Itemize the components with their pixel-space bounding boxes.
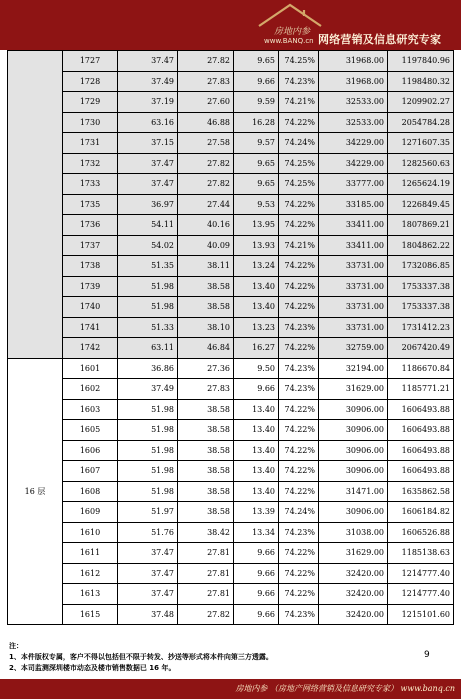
header-url[interactable]: www.BANQ.cn: [264, 37, 314, 45]
value-cell: 16.27: [234, 338, 279, 359]
unit-number-cell: 1742: [63, 338, 118, 359]
value-cell: 38.10: [178, 317, 234, 338]
unit-number-cell: 1601: [63, 358, 118, 379]
value-cell: 1606493.88: [388, 399, 454, 420]
value-cell: 27.82: [178, 51, 234, 72]
unit-number-cell: 1602: [63, 379, 118, 400]
value-cell: 74.22%: [279, 276, 319, 297]
table-row: [8, 399, 454, 420]
value-cell: 74.22%: [279, 461, 319, 482]
value-cell: 1214777.40: [388, 584, 454, 605]
value-cell: 9.66: [234, 379, 279, 400]
value-cell: 1606526.88: [388, 522, 454, 543]
value-cell: 74.22%: [279, 297, 319, 318]
value-cell: 34229.00: [319, 153, 388, 174]
floor-cell: [8, 51, 63, 359]
unit-number-cell: 1605: [63, 420, 118, 441]
value-cell: 37.49: [118, 71, 178, 92]
value-cell: 51.98: [118, 440, 178, 461]
value-cell: 51.35: [118, 256, 178, 277]
table-row: [8, 379, 454, 400]
value-cell: 37.48: [118, 604, 178, 625]
table-row: [8, 317, 454, 338]
value-cell: 51.98: [118, 420, 178, 441]
table-row: [8, 584, 454, 605]
value-cell: 27.82: [178, 604, 234, 625]
value-cell: 74.24%: [279, 502, 319, 523]
value-cell: 74.22%: [279, 481, 319, 502]
value-cell: 1732086.85: [388, 256, 454, 277]
value-cell: 74.22%: [279, 338, 319, 359]
value-cell: 1215101.60: [388, 604, 454, 625]
unit-number-cell: 1739: [63, 276, 118, 297]
value-cell: 32759.00: [319, 338, 388, 359]
value-cell: 1635862.58: [388, 481, 454, 502]
value-cell: 40.16: [178, 215, 234, 236]
value-cell: 38.58: [178, 276, 234, 297]
table-row: [8, 71, 454, 92]
value-cell: 74.25%: [279, 51, 319, 72]
value-cell: 31471.00: [319, 481, 388, 502]
unit-number-cell: 1741: [63, 317, 118, 338]
value-cell: 74.23%: [279, 522, 319, 543]
value-cell: 74.22%: [279, 399, 319, 420]
value-cell: 54.11: [118, 215, 178, 236]
value-cell: 51.98: [118, 399, 178, 420]
value-cell: 1185138.63: [388, 543, 454, 564]
header-brand: 房地内参: [274, 27, 311, 37]
value-cell: 74.22%: [279, 194, 319, 215]
table-row: [8, 522, 454, 543]
value-cell: 9.65: [234, 174, 279, 195]
value-cell: 38.58: [178, 502, 234, 523]
table-row: [8, 481, 454, 502]
table-row: [8, 153, 454, 174]
value-cell: 13.39: [234, 502, 279, 523]
table-row: [8, 112, 454, 133]
value-cell: 54.02: [118, 235, 178, 256]
value-cell: 74.23%: [279, 317, 319, 338]
unit-number-cell: 1612: [63, 563, 118, 584]
value-cell: 32420.00: [319, 563, 388, 584]
value-cell: 1271607.35: [388, 133, 454, 154]
value-cell: 74.24%: [279, 133, 319, 154]
table-row: [8, 194, 454, 215]
table-row: [8, 358, 454, 379]
value-cell: 27.81: [178, 584, 234, 605]
unit-number-cell: 1737: [63, 235, 118, 256]
value-cell: 32420.00: [319, 604, 388, 625]
value-cell: 38.58: [178, 399, 234, 420]
value-cell: 30906.00: [319, 399, 388, 420]
value-cell: 33185.00: [319, 194, 388, 215]
value-cell: 9.50: [234, 358, 279, 379]
value-cell: 9.65: [234, 153, 279, 174]
value-cell: 30906.00: [319, 440, 388, 461]
unit-number-cell: 1613: [63, 584, 118, 605]
value-cell: 51.98: [118, 481, 178, 502]
value-cell: 9.66: [234, 71, 279, 92]
unit-number-cell: 1609: [63, 502, 118, 523]
value-cell: 1226849.45: [388, 194, 454, 215]
value-cell: 1606184.82: [388, 502, 454, 523]
table-row: [8, 235, 454, 256]
value-cell: 33731.00: [319, 297, 388, 318]
value-cell: 1606493.88: [388, 420, 454, 441]
table-row: [8, 215, 454, 236]
value-cell: 9.57: [234, 133, 279, 154]
table-row: [8, 563, 454, 584]
value-cell: 74.22%: [279, 563, 319, 584]
floor-cell: 16 层: [8, 358, 63, 625]
value-cell: 63.16: [118, 112, 178, 133]
value-cell: 33731.00: [319, 256, 388, 277]
value-cell: 37.47: [118, 153, 178, 174]
value-cell: 1606493.88: [388, 440, 454, 461]
table-row: [8, 440, 454, 461]
value-cell: 37.47: [118, 584, 178, 605]
value-cell: 27.81: [178, 543, 234, 564]
value-cell: 74.22%: [279, 215, 319, 236]
value-cell: 38.42: [178, 522, 234, 543]
table-row: [8, 420, 454, 441]
value-cell: 40.09: [178, 235, 234, 256]
value-cell: 74.22%: [279, 420, 319, 441]
value-cell: 27.83: [178, 379, 234, 400]
value-cell: 51.76: [118, 522, 178, 543]
unit-number-cell: 1732: [63, 153, 118, 174]
unit-number-cell: 1731: [63, 133, 118, 154]
value-cell: 13.40: [234, 420, 279, 441]
footer-text: 房地内参 （房地产网络营销及信息研究专家） www.banq.cn: [235, 684, 455, 693]
value-cell: 32420.00: [319, 584, 388, 605]
value-cell: 1753337.38: [388, 297, 454, 318]
value-cell: 33411.00: [319, 215, 388, 236]
value-cell: 74.23%: [279, 71, 319, 92]
value-cell: 1198480.32: [388, 71, 454, 92]
value-cell: 13.24: [234, 256, 279, 277]
value-cell: 13.40: [234, 461, 279, 482]
table-row: [8, 174, 454, 195]
footnotes: [9, 641, 449, 674]
value-cell: 74.21%: [279, 235, 319, 256]
table-row: [8, 502, 454, 523]
value-cell: 38.58: [178, 481, 234, 502]
value-cell: 30906.00: [319, 461, 388, 482]
table-row: [8, 338, 454, 359]
value-cell: 13.40: [234, 481, 279, 502]
value-cell: 1282560.63: [388, 153, 454, 174]
value-cell: 36.97: [118, 194, 178, 215]
value-cell: 37.47: [118, 563, 178, 584]
value-cell: 74.25%: [279, 153, 319, 174]
value-cell: 1185771.21: [388, 379, 454, 400]
value-cell: 46.88: [178, 112, 234, 133]
value-cell: 74.22%: [279, 256, 319, 277]
value-cell: 27.60: [178, 92, 234, 113]
value-cell: 13.95: [234, 215, 279, 236]
value-cell: 13.40: [234, 399, 279, 420]
unit-number-cell: 1603: [63, 399, 118, 420]
value-cell: 13.40: [234, 276, 279, 297]
value-cell: 9.59: [234, 92, 279, 113]
value-cell: 27.82: [178, 153, 234, 174]
page-number: 9: [424, 650, 430, 660]
value-cell: 33411.00: [319, 235, 388, 256]
value-cell: 13.93: [234, 235, 279, 256]
value-cell: 27.81: [178, 563, 234, 584]
value-cell: 31968.00: [319, 71, 388, 92]
unit-number-cell: 1738: [63, 256, 118, 277]
table-row: [8, 51, 454, 72]
value-cell: 74.22%: [279, 584, 319, 605]
value-cell: 32533.00: [319, 112, 388, 133]
unit-number-cell: 1607: [63, 461, 118, 482]
value-cell: 13.34: [234, 522, 279, 543]
value-cell: 38.58: [178, 297, 234, 318]
value-cell: 1265624.19: [388, 174, 454, 195]
value-cell: 37.19: [118, 92, 178, 113]
value-cell: 32533.00: [319, 92, 388, 113]
value-cell: 30906.00: [319, 420, 388, 441]
unit-number-cell: 1606: [63, 440, 118, 461]
table-row: [8, 133, 454, 154]
value-cell: 38.58: [178, 461, 234, 482]
value-cell: 36.86: [118, 358, 178, 379]
unit-number-cell: 1729: [63, 92, 118, 113]
value-cell: 2054784.28: [388, 112, 454, 133]
value-cell: 31038.00: [319, 522, 388, 543]
value-cell: 32194.00: [319, 358, 388, 379]
note-line: 1、本件版权专属，客户不得以包括但不限于转发、抄送等形式将本件向第三方透露。: [9, 653, 273, 661]
unit-number-cell: 1735: [63, 194, 118, 215]
value-cell: 1804862.22: [388, 235, 454, 256]
value-cell: 13.40: [234, 440, 279, 461]
value-cell: 38.58: [178, 420, 234, 441]
unit-number-cell: 1611: [63, 543, 118, 564]
value-cell: 51.33: [118, 317, 178, 338]
value-cell: 74.22%: [279, 543, 319, 564]
value-cell: 1606493.88: [388, 461, 454, 482]
value-cell: 31629.00: [319, 379, 388, 400]
value-cell: 13.40: [234, 297, 279, 318]
value-cell: 1807869.21: [388, 215, 454, 236]
value-cell: 9.66: [234, 563, 279, 584]
table-row: [8, 604, 454, 625]
value-cell: 1209902.27: [388, 92, 454, 113]
value-cell: 2067420.49: [388, 338, 454, 359]
unit-number-cell: 1728: [63, 71, 118, 92]
value-cell: 37.49: [118, 379, 178, 400]
value-cell: 31968.00: [319, 51, 388, 72]
value-cell: 37.47: [118, 543, 178, 564]
value-cell: 51.98: [118, 297, 178, 318]
value-cell: 74.23%: [279, 358, 319, 379]
header-bar: [0, 0, 461, 50]
value-cell: 34229.00: [319, 133, 388, 154]
unit-number-cell: 1733: [63, 174, 118, 195]
value-cell: 37.47: [118, 174, 178, 195]
value-cell: 74.22%: [279, 440, 319, 461]
notes-heading: 注：: [9, 642, 23, 650]
value-cell: 9.65: [234, 51, 279, 72]
value-cell: 16.28: [234, 112, 279, 133]
table-row: [8, 276, 454, 297]
table-row: [8, 543, 454, 564]
value-cell: 13.23: [234, 317, 279, 338]
value-cell: 1197840.96: [388, 51, 454, 72]
value-cell: 51.98: [118, 461, 178, 482]
value-cell: 51.97: [118, 502, 178, 523]
unit-number-cell: 1736: [63, 215, 118, 236]
value-cell: 9.66: [234, 584, 279, 605]
value-cell: 1214777.40: [388, 563, 454, 584]
unit-number-cell: 1608: [63, 481, 118, 502]
unit-number-cell: 1610: [63, 522, 118, 543]
value-cell: 74.22%: [279, 112, 319, 133]
value-cell: 1731412.23: [388, 317, 454, 338]
value-cell: 27.58: [178, 133, 234, 154]
unit-number-cell: 1615: [63, 604, 118, 625]
header-title: 网络营销及信息研究专家: [318, 33, 442, 46]
value-cell: 9.66: [234, 604, 279, 625]
footer-bar: [0, 679, 461, 699]
table-row: [8, 461, 454, 482]
value-cell: 38.11: [178, 256, 234, 277]
value-cell: 46.84: [178, 338, 234, 359]
value-cell: 63.11: [118, 338, 178, 359]
table-row: [8, 92, 454, 113]
value-cell: 74.23%: [279, 379, 319, 400]
value-cell: 9.53: [234, 194, 279, 215]
value-cell: 37.47: [118, 51, 178, 72]
table-row: [8, 297, 454, 318]
unit-number-cell: 1727: [63, 51, 118, 72]
note-line: 2、本司监测深圳楼市动态及楼市销售数据已 16 年。: [9, 664, 176, 672]
value-cell: 51.98: [118, 276, 178, 297]
value-cell: 27.83: [178, 71, 234, 92]
value-cell: 74.23%: [279, 604, 319, 625]
value-cell: 31629.00: [319, 543, 388, 564]
value-cell: 74.25%: [279, 174, 319, 195]
value-cell: 33731.00: [319, 317, 388, 338]
value-cell: 33731.00: [319, 276, 388, 297]
table-row: [8, 256, 454, 277]
value-cell: 30906.00: [319, 502, 388, 523]
value-cell: 37.15: [118, 133, 178, 154]
value-cell: 33777.00: [319, 174, 388, 195]
value-cell: 27.36: [178, 358, 234, 379]
value-cell: 1186670.84: [388, 358, 454, 379]
value-cell: 27.44: [178, 194, 234, 215]
unit-number-cell: 1740: [63, 297, 118, 318]
value-cell: 74.21%: [279, 92, 319, 113]
unit-number-cell: 1730: [63, 112, 118, 133]
value-cell: 9.66: [234, 543, 279, 564]
value-cell: 38.58: [178, 440, 234, 461]
value-cell: 27.82: [178, 174, 234, 195]
price-table: [7, 50, 454, 625]
value-cell: 1753337.38: [388, 276, 454, 297]
